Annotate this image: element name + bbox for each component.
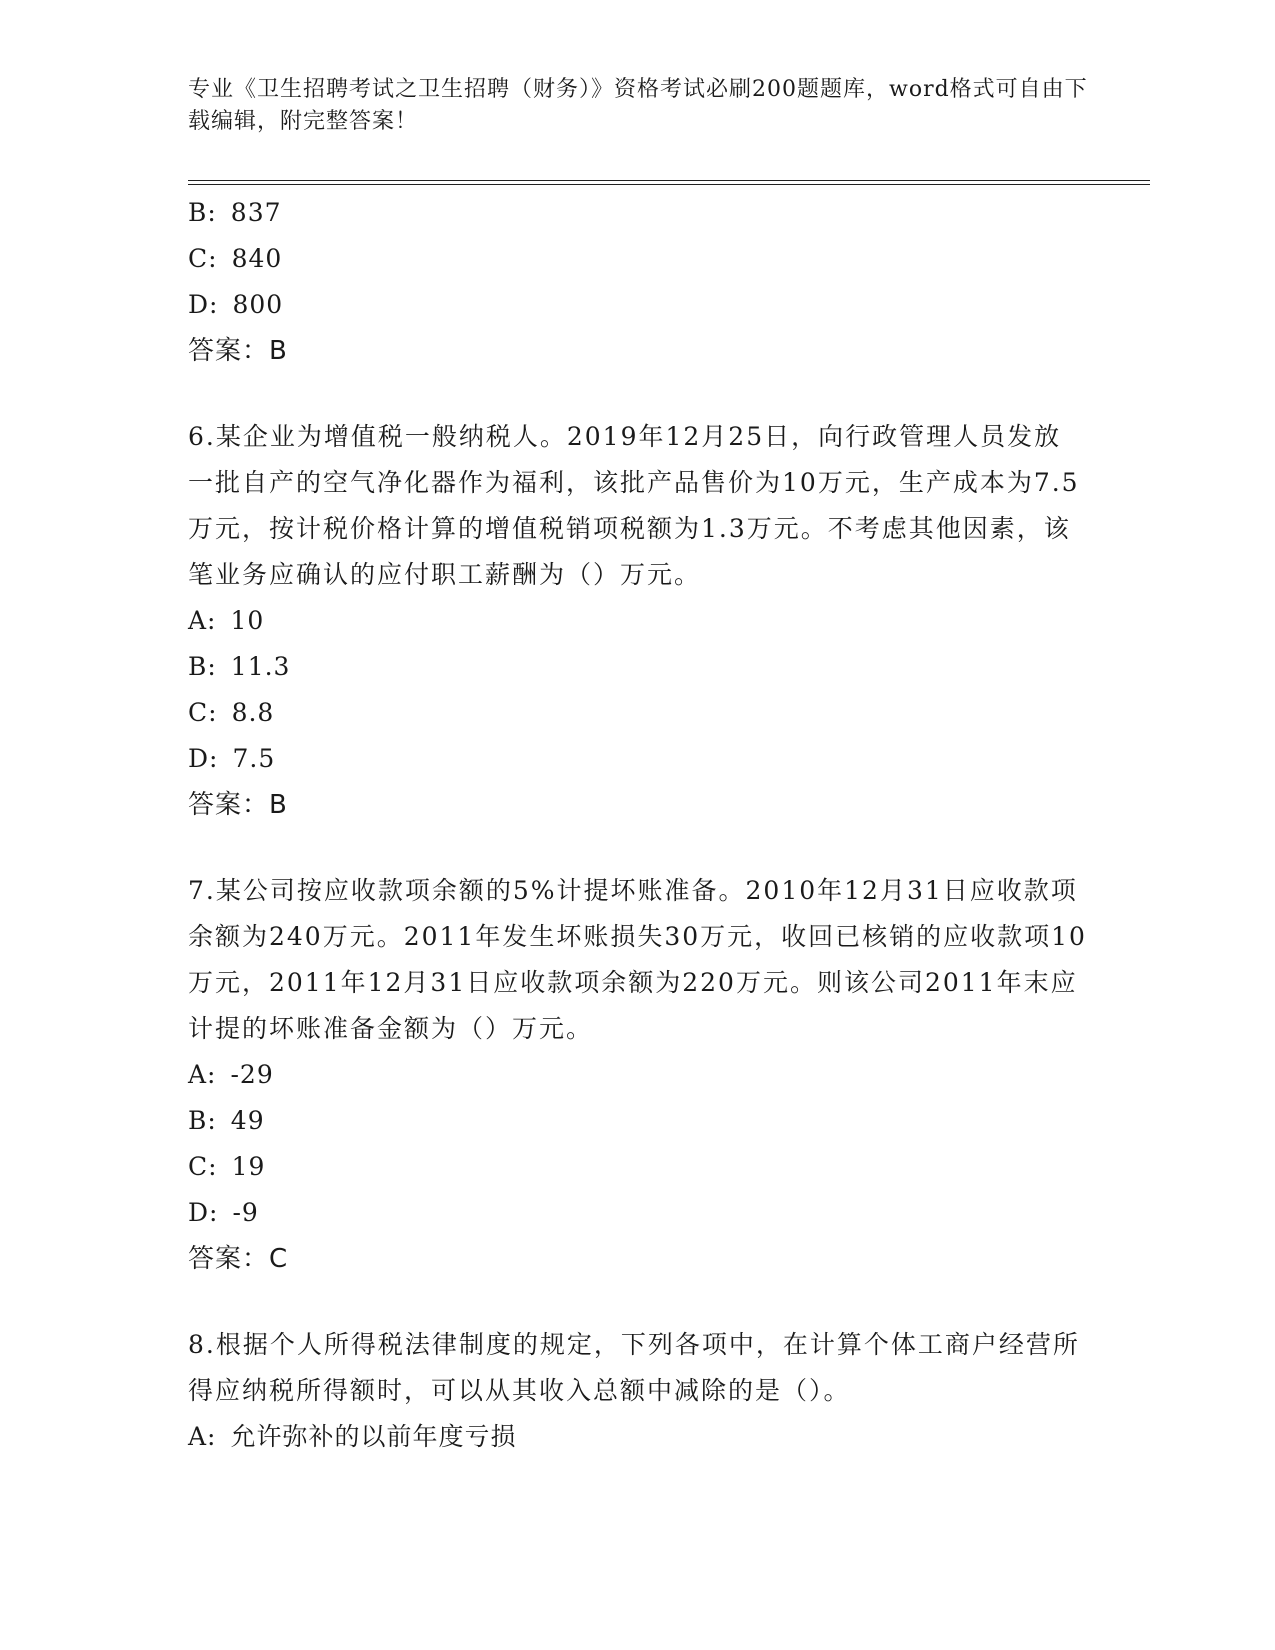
answer-line: 答案：B [188,336,288,366]
option-key: D: [188,290,219,319]
option-item [188,1190,1088,1236]
option-item [188,1144,1088,1190]
option-item [188,690,1088,736]
question-text: 6.某企业为增值税一般纳税人。2019年12月25日，向行政管理人员发放一批自产的空气净化器作为福利，该批产品售价为10万元，生产成本为7.5万元，按计税价格计算的增值税销项税额为1.3万元。不考虑其他因素，该笔业务应确认的应付职工薪酬为（）万元。 [188,422,1080,589]
answer-line: 答案：C [188,1244,289,1274]
option-item [188,1098,1088,1144]
option-key: A: [188,1422,217,1451]
option-key: C: [188,1152,218,1181]
option-item [188,190,1088,236]
question-text: 7.某公司按应收款项余额的5%计提坏账准备。2010年12月31日应收款项余额为240万元。2011年发生坏账损失30万元，收回已核销的应收款项10万元，2011年12月31日应收款项余额为220万元。则该公司2011年末应计提的坏账准备金额为（）万元。 [188,876,1087,1043]
option-value: 8.8 [231,698,275,727]
document-header [188,74,1088,138]
option-item [188,736,1088,782]
option-value: 800 [232,290,284,319]
document-body [188,190,1088,1460]
option-item [188,644,1088,690]
option-key: A: [188,606,217,635]
option-key: C: [188,698,218,727]
option-key: A: [188,1060,217,1089]
option-value: 49 [230,1106,265,1135]
option-value: 允许弥补的以前年度亏损 [230,1422,517,1451]
option-key: B: [188,1106,217,1135]
option-key: B: [188,198,217,227]
option-item [188,598,1088,644]
option-value: 837 [230,198,282,227]
option-item [188,1052,1088,1098]
option-item [188,236,1088,282]
header-divider-top [188,180,1150,181]
option-value: -29 [230,1060,274,1089]
option-key: D: [188,1198,219,1227]
option-value: 10 [230,606,265,635]
option-value: -9 [232,1198,259,1227]
option-item [188,282,1088,328]
option-key: D: [188,744,219,773]
option-key: B: [188,652,217,681]
question-text: 8.根据个人所得税法律制度的规定，下列各项中，在计算个体工商户经营所得应纳税所得额时，可以从其收入总额中减除的是（）。 [188,1330,1080,1405]
option-key: C: [188,244,218,273]
header-title: 专业《卫生招聘考试之卫生招聘（财务）》资格考试必刷200题题库，word格式可自由下载编辑，附完整答案！ [188,77,1088,134]
option-value: 7.5 [232,744,276,773]
option-value: 11.3 [230,652,291,681]
answer-line: 答案：B [188,790,288,820]
header-divider-bottom [188,184,1150,185]
option-value: 840 [231,244,283,273]
option-value: 19 [231,1152,266,1181]
option-item [188,1414,1088,1460]
